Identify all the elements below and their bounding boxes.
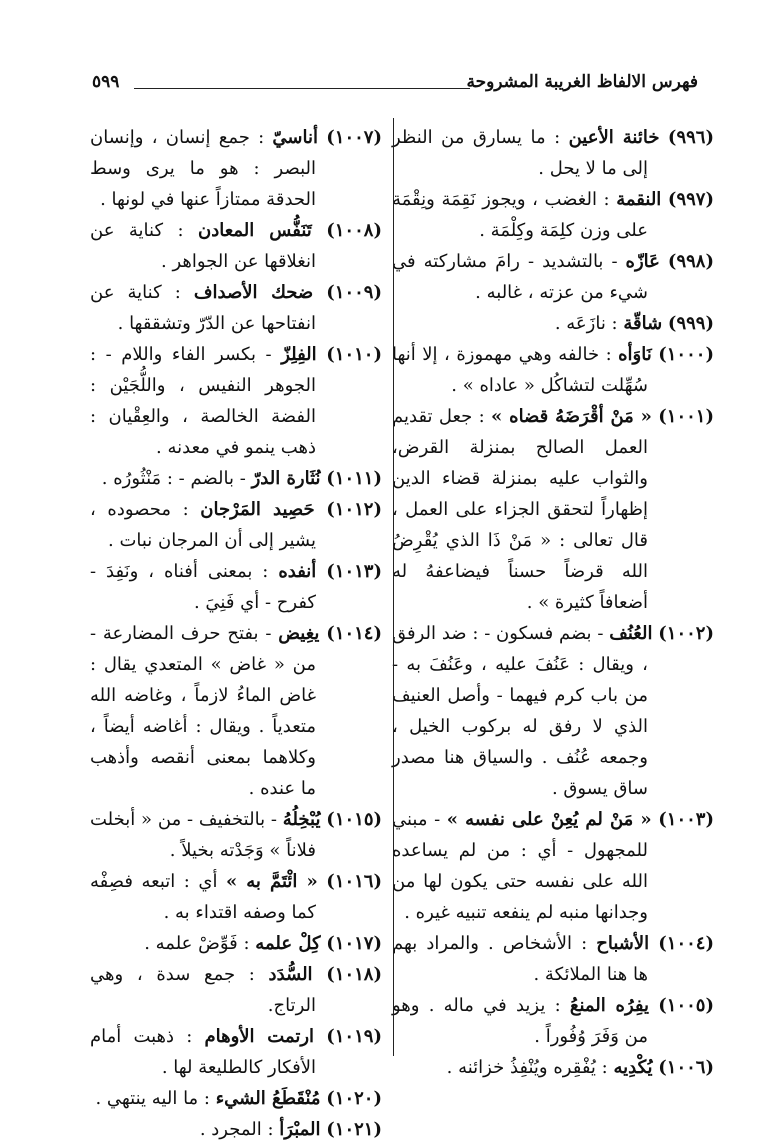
entry-number: (١٠٠١) <box>658 406 714 427</box>
left-column <box>90 122 382 1145</box>
glossary-entry <box>392 804 714 928</box>
entry-headword: « ائْتَمَّ به » <box>225 871 318 892</box>
glossary-entry <box>90 618 382 804</box>
entry-number: (٩٩٧) <box>667 189 714 210</box>
entry-number: (١٠٢٠) <box>326 1088 382 1109</box>
entry-definition: : الغضب ، ويجوز نَقِمَة ونِقْمَة على وزن كلِمَة وكِلْمَة . <box>392 189 648 241</box>
entry-headword: حَصِيد المَرْجان <box>200 499 315 520</box>
entry-headword: ضحك الأصداف <box>193 282 314 303</box>
entry-headword: المبْرَأ <box>279 1119 321 1140</box>
entry-number: (١٠٠٢) <box>658 623 714 644</box>
entry-headword: الأشباح <box>596 933 650 954</box>
entry-headword: مُنْقَطَعُ الشيء <box>215 1088 321 1109</box>
glossary-entry <box>90 1114 382 1145</box>
page-number: ٥٩٩ <box>92 72 120 92</box>
entry-definition: : المجرد . <box>199 1119 274 1140</box>
entry-number: (١٠٠٩) <box>326 282 382 303</box>
entry-headword: السُّدَد <box>268 964 313 985</box>
glossary-entry <box>90 866 382 928</box>
glossary-entry <box>90 556 382 618</box>
entry-headword: « مَنْ أقْرَضَهُ قضاه » <box>491 406 652 427</box>
glossary-entry <box>90 122 382 215</box>
glossary-entry <box>392 1052 714 1083</box>
entry-number: (١٠١٢) <box>326 499 382 520</box>
entry-headword: كِلْ علمه <box>255 933 321 954</box>
entry-definition: - بالتشديد - رامَ مشاركته في شيء من عزته ، غالبه . <box>392 251 648 303</box>
entry-headword: خائنة الأعين <box>568 127 660 148</box>
entry-headword: نَاوَأه <box>618 344 652 365</box>
entry-definition: : جمع سدة ، وهي الرتاج. <box>90 964 316 1016</box>
entry-definition: : كناية عن انفتاحها عن الدّرّ وتشققها . <box>90 282 316 334</box>
entry-number: (١٠٠٣) <box>658 809 714 830</box>
entry-headword: العُنُف <box>609 623 653 644</box>
entry-definition: : فَوِّضْ علمه . <box>144 933 250 954</box>
entry-headword: يُبْخِلُهُ <box>282 809 321 830</box>
entry-number: (١٠١٦) <box>326 871 382 892</box>
entry-number: (١٠٠٦) <box>658 1057 714 1078</box>
entry-number: (١٠١٥) <box>326 809 383 830</box>
glossary-entry <box>90 494 382 556</box>
entry-headword: تَنَفُّس المعادن <box>198 220 312 241</box>
running-title: فهرس الالفاظ الغريبة المشروحة <box>466 72 698 92</box>
entry-definition: : جمع إنسان ، وإنسان البصر : هو ما يرى وسط الحدقة ممتازاً عنها في لونها . <box>90 127 316 210</box>
entry-number: (١٠٠٨) <box>326 220 382 241</box>
right-column <box>392 122 714 1083</box>
entry-number: (١٠٠٧) <box>326 127 382 148</box>
header-rule <box>134 88 470 89</box>
entry-number: (٩٩٦) <box>667 127 714 148</box>
entry-definition: أي : اتبعه فصِفْه كما وصفه اقتداء به . <box>90 871 316 923</box>
glossary-entry <box>90 277 382 339</box>
glossary-entry <box>90 959 382 1021</box>
entry-headword: يغِيض <box>278 623 320 644</box>
glossary-entry <box>90 804 382 866</box>
entry-definition: : خالفه وهي مهموزة ، إلا أنها سُهِّلت لتشاكُل « عاداه » . <box>392 344 648 396</box>
glossary-entry <box>392 308 714 339</box>
entry-headword: أناسيّ <box>272 127 319 148</box>
entry-headword: يُكْدِيه <box>613 1057 653 1078</box>
entry-number: (١٠١٩) <box>326 1026 382 1047</box>
entry-definition: : بمعنى أفناه ، ونَفِدَ - كفرح - أي فَنِيَ . <box>90 561 316 613</box>
entry-definition: : يزيد في ماله . وهو من وَفَرَ وُفُوراً . <box>392 995 648 1047</box>
entry-headword: « مَنْ لم يُعِنْ على نفسه » <box>446 809 652 830</box>
glossary-entry <box>392 401 714 618</box>
entry-number: (١٠١٣) <box>326 561 382 582</box>
entry-number: (١٠١١) <box>326 468 382 489</box>
entry-definition: : الأشخاص . والمراد بهم ها هنا الملائكة . <box>392 933 648 985</box>
entry-number: (١٠٠٠) <box>658 344 714 365</box>
entry-definition: : جعل تقديم العمل الصالح بمنزلة القرض، والثواب عليه بمنزلة قضاء الدين إظهاراً لتحقق الجزاء على العمل ، قال تعالى : « مَنْ ذَا الذي يُقْرِضُ الله قرضاً حسناً فيضاعفهُ له أضعافاً كثيرة » . <box>392 406 648 613</box>
entry-definition: - مبني للمجهول - أي : من لم يساعده الله على نفسه حتى يكون لها من وجدانها منبه لم ينفعه تنبيه غيره . <box>392 809 648 923</box>
entry-number: (١٠٠٥) <box>658 995 714 1016</box>
entry-definition: : كناية عن انغلاقها عن الجواهر . <box>90 220 316 272</box>
entry-headword: أنفده <box>278 561 317 582</box>
glossary-entry <box>90 928 382 959</box>
entry-definition: - بالتخفيف - من « أبخلت فلاناً » وَجَدْته بخيلاً . <box>90 809 316 861</box>
entry-number: (١٠١٤) <box>326 623 382 644</box>
entry-number: (٩٩٩) <box>667 313 714 334</box>
entry-number: (١٠١٧) <box>326 933 382 954</box>
entry-definition: : يُفْقِره ويُنْفِذُ خزائنه . <box>446 1057 608 1078</box>
entry-definition: : ذهبت أمام الأفكار كالطليعة لها . <box>90 1026 316 1078</box>
glossary-entry <box>90 463 382 494</box>
entry-headword: يفِرُه المنعُ <box>569 995 650 1016</box>
entry-headword: شاقّة <box>623 313 663 334</box>
glossary-entry <box>392 990 714 1052</box>
entry-number: (١٠٠٤) <box>658 933 714 954</box>
glossary-entry <box>90 215 382 277</box>
entry-number: (٩٩٨) <box>667 251 714 272</box>
glossary-entry <box>90 1083 382 1114</box>
entry-number: (١٠١٨) <box>326 964 382 985</box>
entry-headword: ارتمت الأوهام <box>204 1026 315 1047</box>
glossary-entry <box>392 184 714 246</box>
entry-definition: - بالضم - : مَنْثُورُه . <box>101 468 246 489</box>
entry-definition: - بضم فسكون - : ضد الرفق ، ويقال : عَنُفَ عليه ، وعَنُفَ به - من باب كرم فيهما - وأصل العنيف الذي لا رفق له بركوب الخيل ، وجمعه عُنُف . والسياق هنا مصدر ساق يسوق . <box>392 623 648 799</box>
entry-definition: : ما يسارق من النظر إلى ما لا يحل . <box>392 127 648 179</box>
entry-number: (١٠٢١) <box>326 1119 382 1140</box>
entry-definition: : نازَعَه . <box>554 313 618 334</box>
entry-number: (١٠١٠) <box>326 344 382 365</box>
entry-definition: : ما اليه ينتهي . <box>95 1088 210 1109</box>
column-divider <box>393 118 394 1056</box>
entry-headword: عَازّه <box>625 251 660 272</box>
page-header <box>92 72 698 102</box>
glossary-entry <box>392 246 714 308</box>
glossary-entry <box>90 339 382 463</box>
entry-definition: : محصوده ، يشير إلى أن المرجان نبات . <box>90 499 316 551</box>
entry-headword: النقمة <box>616 189 662 210</box>
glossary-entry <box>392 618 714 804</box>
entry-definition: - بفتح حرف المضارعة - من « غاض » المتعدي يقال : غاض الماءُ لازماً ، وغاضه الله متعدياً . ويقال : أغاضه أيضاً ، وكلاهما بمعنى أنقصه وأذهب ما عنده . <box>90 623 316 799</box>
entry-headword: نُثَارة الدرّ <box>251 468 321 489</box>
entry-definition: - بكسر الفاء واللام - : الجوهر النفيس ، واللُّجَيْن : الفضة الخالصة ، والعِقْيان : ذهب ينمو في معدنه . <box>90 344 316 458</box>
entry-headword: الفِلِزّ <box>281 344 317 365</box>
glossary-entry <box>392 339 714 401</box>
glossary-entry <box>392 928 714 990</box>
glossary-entry <box>90 1021 382 1083</box>
glossary-entry <box>392 122 714 184</box>
